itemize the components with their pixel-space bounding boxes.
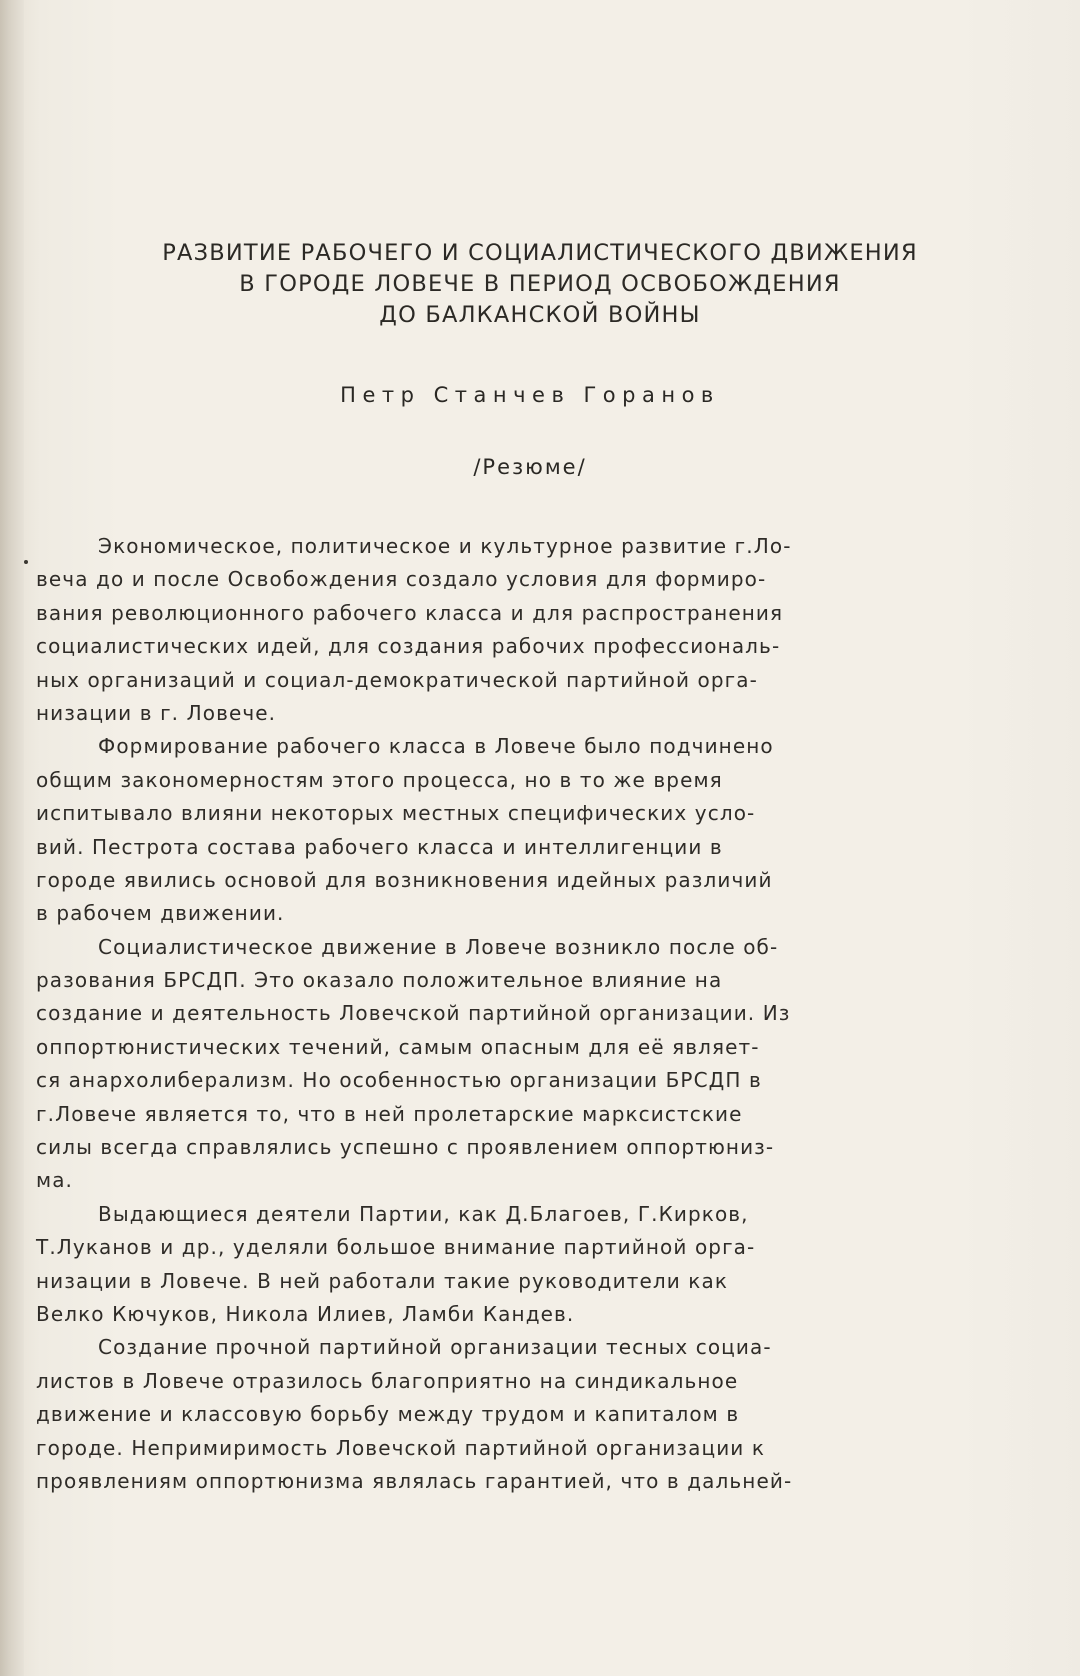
text-line: Создание прочной партийной организации тесных социа- xyxy=(98,1335,772,1360)
text-line: листов в Ловече отразилось благоприятно на синдикальное xyxy=(36,1368,739,1393)
text-line: в рабочем движении. xyxy=(36,901,285,926)
text-line: вания революционного рабочего класса и для распространения xyxy=(36,600,784,625)
margin-dot xyxy=(24,560,28,564)
title-line: ДО БАЛКАНСКОЙ ВОЙНЫ xyxy=(379,302,701,328)
text-line: Т.Луканов и др., уделяли большое внимание партийной орга- xyxy=(36,1235,756,1260)
text-line: движение и классовую борьбу между трудом и капиталом в xyxy=(36,1402,740,1427)
text-line: Формирование рабочего класса в Ловече было подчинено xyxy=(98,734,774,759)
text-line: Экономическое, политическое и культурное развитие г.Ло- xyxy=(98,534,792,558)
text-line: низации в Ловече. В ней работали такие руководители как xyxy=(36,1268,729,1293)
text-line: создание и деятельность Ловечской партийной организации. Из xyxy=(36,1001,791,1026)
title-line: РАЗВИТИЕ РАБОЧЕГО И СОЦИАЛИСТИЧЕСКОГО ДВИЖЕНИЯ xyxy=(162,240,918,266)
resume-label: /Резюме/ xyxy=(473,455,587,479)
text-line: разования БРСДП. Это оказало положительное влияние на xyxy=(36,968,723,993)
text-line: Социалистическое движение в Ловече возникло после об- xyxy=(98,934,779,959)
text-line: низации в г. Ловече. xyxy=(36,700,277,725)
text-line: социалистических идей, для создания рабочих профессиональ- xyxy=(36,634,781,659)
author-name: Петр Станчев Горанов xyxy=(340,383,720,407)
text-line: силы всегда справлялись успешно с проявлением оппортюниз- xyxy=(36,1135,775,1160)
text-line: вий. Пестрота состава рабочего класса и интеллигенции в xyxy=(36,834,723,859)
text-line: Выдающиеся деятели Партии, как Д.Благоев, Г.Кирков, xyxy=(98,1201,749,1226)
text-line: городе явились основой для возникновения идейных различий xyxy=(36,867,773,892)
text-line: ных организаций и социал-демократической партийной орга- xyxy=(36,667,758,692)
text-line: ся анархолиберализм. Но особенностью организации БРСДП в xyxy=(36,1068,762,1093)
text-line: оппортюнистических течений, самым опасным для её являет- xyxy=(36,1034,760,1059)
text-line: ма. xyxy=(36,1168,74,1193)
text-line: Велко Кючуков, Никола Илиев, Ламби Кандев. xyxy=(36,1301,575,1326)
text-line: испитывало влияни некоторых местных специфических усло- xyxy=(36,801,756,826)
title-line: В ГОРОДЕ ЛОВЕЧЕ В ПЕРИОД ОСВОБОЖДЕНИЯ xyxy=(239,271,841,297)
text-line: городе. Непримиримость Ловечской партийной организации к xyxy=(36,1435,766,1460)
book-spine-edge xyxy=(0,0,24,1676)
text-line: общим закономерностям этого процесса, но в то же время xyxy=(36,767,723,792)
text-line: веча до и после Освобождения создало условия для формиро- xyxy=(36,567,767,592)
article-title xyxy=(60,238,1020,331)
body-text xyxy=(36,530,981,1498)
text-line: проявлениям оппортюнизма являлась гарантией, что в дальней- xyxy=(36,1468,793,1493)
text-line: г.Ловече является то, что в ней пролетарские марксистские xyxy=(36,1101,743,1126)
